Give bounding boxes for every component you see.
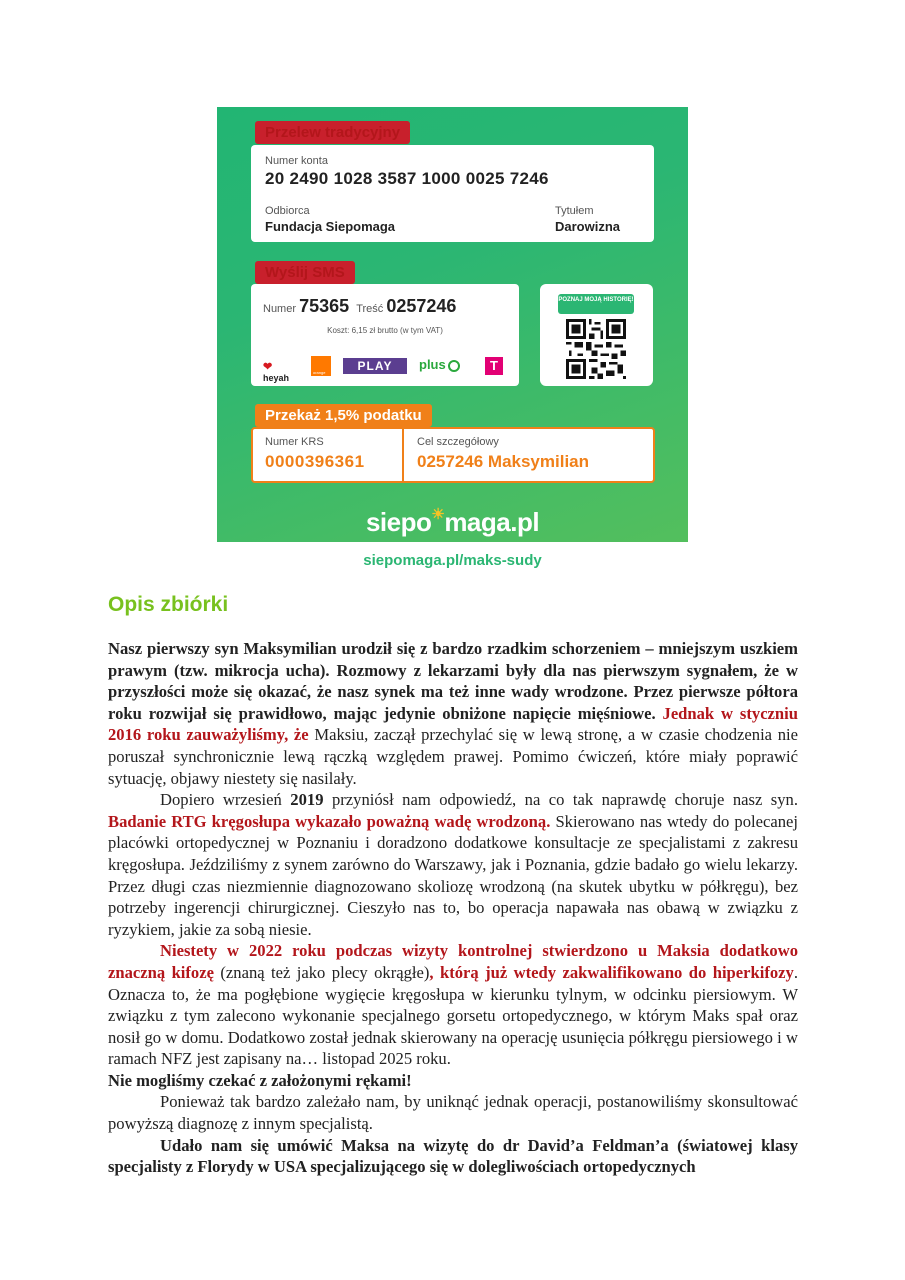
siepomaga-logo: siepo☀maga.pl xyxy=(365,506,540,537)
sms-card xyxy=(251,284,519,386)
transfer-title-value: Darowizna xyxy=(555,219,621,234)
operator-logos xyxy=(263,356,513,383)
play-logo: PLAY xyxy=(343,358,407,374)
recipient-value: Fundacja Siepomaga xyxy=(265,219,396,234)
fundraiser-url[interactable]: siepomaga.pl/maks-sudy xyxy=(363,552,542,569)
heyah-logo: ❤ heyah xyxy=(263,361,290,383)
sms-tag: Wyślij SMS xyxy=(255,261,355,284)
qr-card xyxy=(540,284,653,386)
krs-label: Numer KRS xyxy=(265,436,324,448)
paragraph-6: Udało nam się umówić Maksa na wizytę do dr David’a Feldman’a (światowej klasy specjalisty z Florydy w USA specjalizującego się w dolegliwościach ortopedycznych xyxy=(108,1135,798,1177)
paragraph-5: Ponieważ tak bardzo zależało nam, by uniknąć jednak operacji, postanowiliśmy skonsultować powyższą diagnozę z innym specjalistą. xyxy=(108,1092,798,1134)
sms-content-value: 0257246 xyxy=(386,296,457,316)
krs-value: 0000396361 xyxy=(265,452,365,471)
paragraph-1: Nasz pierwszy syn Maksymilian urodził się z bardzo rzadkim schorzeniem – mniejszym uszkiem prawym (tzw. mikrocja ucha). Rozmowy z lekarzami były dla nas pierwszym sygnałem, że w przyszłości może się okazać, że nasz synek ma też inne wady wrodzone. Przez pierwsze półtora roku rozwijał się prawidłowo, mając jedynie obniżone napięcie mięśniowe. Jednak w styczniu 2016 roku zauważyliśmy, że Maksiu, zaczął przechylać się w lewą stronę, a w czasie chodzenia nie poruszał synchronicznie lewą rączką względem prawej. Pomimo ćwiczeń, które miały poprawić sytuację, objawy niestety się nasilały. xyxy=(108,639,799,788)
t-mobile-logo: T xyxy=(485,357,503,375)
plus-logo: plus xyxy=(419,357,460,372)
paragraph-2: Dopiero wrzesień 2019 przyniósł nam odpowiedź, na co tak naprawdę choruje nasz syn. Badanie RTG kręgosłupa wykazało poważną wadę wrodzoną. Skierowano nas wtedy do polecanej placówki ortopedycznej w Poznaniu i doradzono dodatkowe konsultacje ze specjalistami z zakresu kręgosłupa. Jeździliśmy z synem zarówno do Warszawy, jak i Poznania, gdzie badało go wielu lekarzy. Przez długi czas niezmiennie diagnozowano skoliozę wrodzoną (na skutek ubytku w półkręgu), bez potrzeby ingerencji chirurgicznej. Cieszyło nas to, bo operacja napawała nas obawą w związku z ryzykiem, jakie za sobą niesie. xyxy=(108,790,798,939)
account-label: Numer konta xyxy=(265,155,328,167)
qr-badge: POZNAJ MOJĄ HISTORIĘ! xyxy=(558,294,634,314)
section-title: Opis zbiórki xyxy=(108,593,229,616)
paragraph-4: Nie mogliśmy czekać z założonymi rękami! xyxy=(108,1070,412,1090)
sms-number-label: Numer xyxy=(263,303,297,315)
qr-code[interactable] xyxy=(566,319,626,379)
goal-label: Cel szczegółowy xyxy=(417,436,499,448)
sms-numbers-row xyxy=(263,296,456,317)
transfer-title-label: Tytułem xyxy=(555,205,594,217)
goal-value: 0257246 Maksymilian xyxy=(417,452,590,471)
tax-tag: Przekaż 1,5% podatku xyxy=(255,404,432,427)
sms-cost: Koszt: 6,15 zł brutto (w tym VAT) xyxy=(327,326,443,335)
paragraph-3: Niestety w 2022 roku podczas wizyty kontrolnej stwierdzono u Maksia dodatkowo znaczną kifozę (znaną też jako plecy okrągłe), którą już wtedy zakwalifikowano do hiperkifozy. Oznacza to, że ma pogłębione wygięcie kręgosłupa w kierunku tylnym, w odcinku piersiowym. W związku z tym zalecono wykonanie specjalnego gorsetu ortopedycznego, w którym Maks spał oraz nosił go w domu. Dodatkowo został jednak skierowany na operację usunięcia półkręgu piersiowego i w ramach NFZ jest zapisany na… listopad 2025 roku. xyxy=(108,941,798,1069)
sms-content-label: Treść xyxy=(356,303,384,315)
donation-info-graphic xyxy=(217,107,688,577)
account-number: 20 2490 1028 3587 1000 0025 7246 xyxy=(265,169,549,188)
bank-transfer-card xyxy=(251,145,654,242)
tax-card xyxy=(251,427,655,483)
recipient-label: Odbiorca xyxy=(265,205,310,217)
tax-card-divider xyxy=(402,429,404,481)
sms-number-value: 75365 xyxy=(299,296,350,316)
description-body xyxy=(108,638,798,1178)
transfer-tag: Przelew tradycyjny xyxy=(255,121,410,144)
orange-logo: orange xyxy=(311,356,331,376)
